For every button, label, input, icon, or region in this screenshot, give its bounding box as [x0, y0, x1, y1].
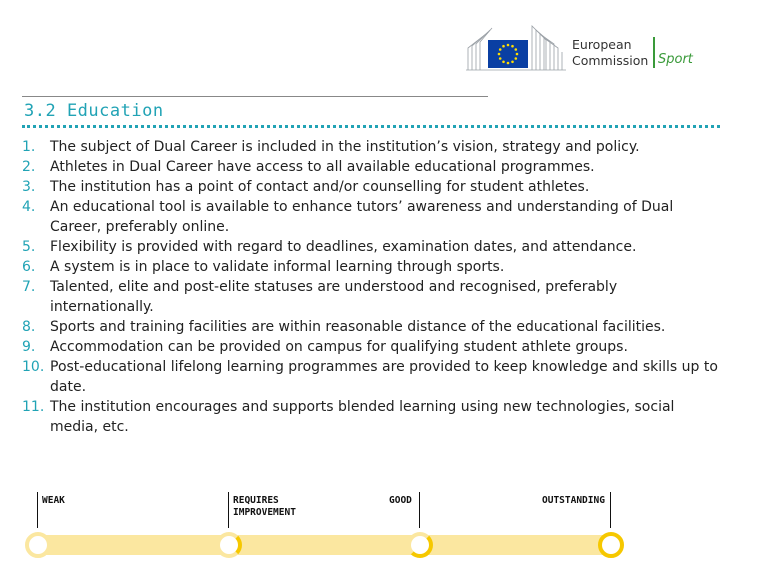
item-text: Flexibility is provided with regard to deadlines, examination dates, and attendance. [50, 239, 637, 255]
item-text: The subject of Dual Career is included in the institution’s vision, strategy and policy. [50, 139, 640, 155]
item-number: 7. [22, 279, 36, 295]
organisation-name [572, 37, 648, 69]
eu-flag-icon [488, 40, 528, 68]
item-number: 2. [22, 159, 36, 175]
list-item [22, 137, 722, 157]
scale-label-weak: WEAK [42, 495, 65, 506]
item-number: 3. [22, 179, 36, 195]
scale-marker-good [407, 532, 433, 558]
list-item [22, 317, 722, 337]
item-number: 8. [22, 319, 36, 335]
section-top-rule [22, 96, 488, 97]
logo-divider [653, 37, 655, 68]
org-line-1: European [572, 37, 632, 52]
scale-tick-good [419, 492, 420, 528]
list-item [22, 277, 722, 317]
item-number: 10. [22, 359, 45, 375]
list-item [22, 257, 722, 277]
item-text: Talented, elite and post-elite statuses are understood and recognised, preferably internationally. [50, 279, 618, 315]
criteria-list [22, 137, 722, 437]
item-number: 5. [22, 239, 36, 255]
scale-label-outstanding: OUTSTANDING [542, 495, 605, 506]
scale-track [28, 535, 616, 555]
list-item [22, 197, 722, 237]
item-text: An educational tool is available to enhance tutors’ awareness and understanding of Dual Career, preferably online. [50, 199, 674, 235]
item-number: 4. [22, 199, 36, 215]
section-dotted-rule [22, 125, 720, 128]
list-item [22, 237, 722, 257]
section-title: 3.2 Education [24, 101, 164, 121]
list-item [22, 357, 722, 397]
division-name: Sport [658, 52, 693, 67]
item-number: 1. [22, 139, 36, 155]
item-text: Sports and training facilities are within reasonable distance of the educational facilities. [50, 319, 666, 335]
item-text: Accommodation can be provided on campus for qualifying student athlete groups. [50, 339, 628, 355]
item-number: 9. [22, 339, 36, 355]
item-text: Athletes in Dual Career have access to all available educational programmes. [50, 159, 595, 175]
item-text: The institution has a point of contact and/or counselling for student athletes. [50, 179, 590, 195]
european-commission-logo [466, 20, 706, 76]
list-item [22, 397, 722, 437]
org-line-2: Commission [572, 53, 649, 68]
scale-tick-requires-improvement [228, 492, 229, 528]
item-text: Post-educational lifelong learning programmes are provided to keep knowledge and skills up to date. [50, 359, 718, 395]
rating-scale [22, 490, 742, 570]
scale-marker-requires-improvement [216, 532, 242, 558]
item-number: 11. [22, 399, 45, 415]
item-text: A system is in place to validate informal learning through sports. [50, 259, 505, 275]
scale-label-requires-improvement: REQUIRES IMPROVEMENT [233, 495, 296, 518]
scale-label-good: GOOD [389, 495, 412, 506]
list-item [22, 157, 722, 177]
item-text: The institution encourages and supports blended learning using new technologies, social media, etc. [50, 399, 675, 435]
scale-marker-weak [25, 532, 51, 558]
scale-tick-weak [37, 492, 38, 528]
list-item [22, 337, 722, 357]
item-number: 6. [22, 259, 36, 275]
list-item [22, 177, 722, 197]
scale-tick-outstanding [610, 492, 611, 528]
scale-marker-outstanding [598, 532, 624, 558]
